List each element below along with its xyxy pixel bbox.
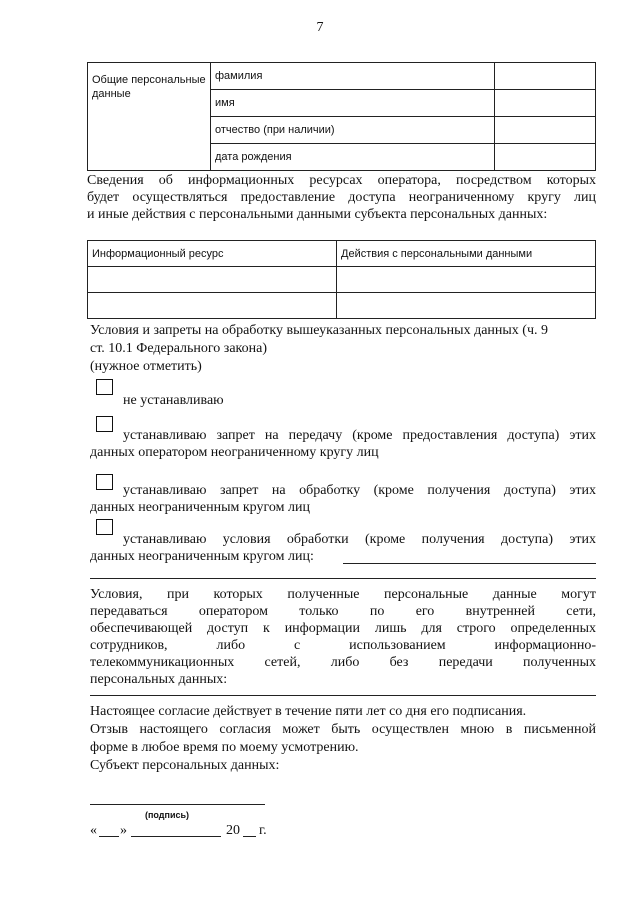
resources-cell[interactable] bbox=[337, 293, 596, 319]
resources-header-resource: Информационный ресурс bbox=[88, 241, 337, 267]
subject-label: Субъект персональных данных: bbox=[90, 758, 280, 773]
resources-cell[interactable] bbox=[88, 293, 337, 319]
option-conditions-checkbox[interactable] bbox=[96, 519, 113, 535]
field-label-name: имя bbox=[211, 90, 495, 117]
option-conditions-line-2: данных неограниченным кругом лиц: bbox=[90, 549, 314, 564]
option-not-set-checkbox[interactable] bbox=[96, 379, 113, 395]
resources-cell[interactable] bbox=[88, 267, 337, 293]
conditions-input-line[interactable] bbox=[343, 563, 596, 564]
signature-caption: (подпись) bbox=[145, 810, 190, 820]
network-line-5: телекоммуникационных сетей, либо без передачи полученных bbox=[90, 655, 596, 670]
field-value-surname[interactable] bbox=[495, 63, 596, 90]
conditions-heading-line-2: ст. 10.1 Федерального закона) bbox=[90, 341, 268, 356]
personal-data-table bbox=[87, 62, 596, 171]
info-resources-line-2: будет осуществляться предоставление доступа неограниченному кругу лиц bbox=[87, 190, 596, 205]
option-transfer-ban-checkbox[interactable] bbox=[96, 416, 113, 432]
resources-header-actions: Действия с персональными данными bbox=[337, 241, 596, 267]
mark-note: (нужное отметить) bbox=[90, 359, 202, 374]
date-year-prefix: 20 bbox=[226, 823, 240, 838]
option-processing-ban-line-1: устанавливаю запрет на обработку (кроме получения доступа) этих bbox=[123, 483, 596, 498]
option-processing-ban-line-2: данных неограниченным кругом лиц bbox=[90, 500, 310, 515]
date-month-input[interactable] bbox=[131, 836, 221, 837]
option-conditions-line-1: устанавливаю условия обработки (кроме получения доступа) этих bbox=[123, 532, 596, 547]
field-label-birthdate: дата рождения bbox=[211, 144, 495, 171]
field-value-name[interactable] bbox=[495, 90, 596, 117]
page-number: 7 bbox=[316, 20, 324, 35]
validity-line-2: Отзыв настоящего согласия может быть осуществлен мною в письменной bbox=[90, 722, 596, 737]
conditions-input-line-2[interactable] bbox=[90, 578, 596, 579]
option-transfer-ban-line-1: устанавливаю запрет на передачу (кроме предоставления доступа) этих bbox=[123, 428, 596, 443]
network-input-line[interactable] bbox=[90, 695, 596, 696]
date-year-suffix: г. bbox=[259, 823, 267, 838]
info-resources-line-1: Сведения об информационных ресурсах оператора, посредством которых bbox=[87, 173, 596, 188]
personal-data-group-label: Общие персональные данные bbox=[88, 63, 211, 171]
network-line-2: передаваться оператором только по его внутренней сети, bbox=[90, 604, 596, 619]
option-not-set-label: не устанавливаю bbox=[123, 393, 224, 408]
validity-line-1: Настоящее согласие действует в течение пяти лет со дня его подписания. bbox=[90, 704, 527, 719]
option-processing-ban-checkbox[interactable] bbox=[96, 474, 113, 490]
network-line-4: сотрудников, либо с использованием информационно- bbox=[90, 638, 596, 653]
validity-line-3: форме в любое время по моему усмотрению. bbox=[90, 740, 359, 755]
field-label-surname: фамилия bbox=[211, 63, 495, 90]
network-line-6: персональных данных: bbox=[90, 672, 228, 687]
network-line-1: Условия, при которых полученные персональные данные могут bbox=[90, 587, 596, 602]
field-value-patronymic[interactable] bbox=[495, 117, 596, 144]
date-close-quote: » bbox=[120, 823, 127, 838]
date-year-input[interactable] bbox=[243, 836, 256, 837]
field-value-birthdate[interactable] bbox=[495, 144, 596, 171]
signature-line[interactable] bbox=[90, 804, 265, 805]
network-line-3: обеспечивающей доступ к информации лишь для строго определенных bbox=[90, 621, 596, 636]
conditions-heading-line-1: Условия и запреты на обработку вышеуказанных персональных данных (ч. 9 bbox=[90, 323, 549, 338]
date-day-input[interactable] bbox=[99, 836, 119, 837]
field-label-patronymic: отчество (при наличии) bbox=[211, 117, 495, 144]
resources-table bbox=[87, 240, 596, 319]
info-resources-line-3: и иные действия с персональными данными субъекта персональных данных: bbox=[87, 207, 548, 222]
option-transfer-ban-line-2: данных оператором неограниченному кругу лиц bbox=[90, 445, 379, 460]
date-open-quote: « bbox=[90, 823, 97, 838]
resources-cell[interactable] bbox=[337, 267, 596, 293]
